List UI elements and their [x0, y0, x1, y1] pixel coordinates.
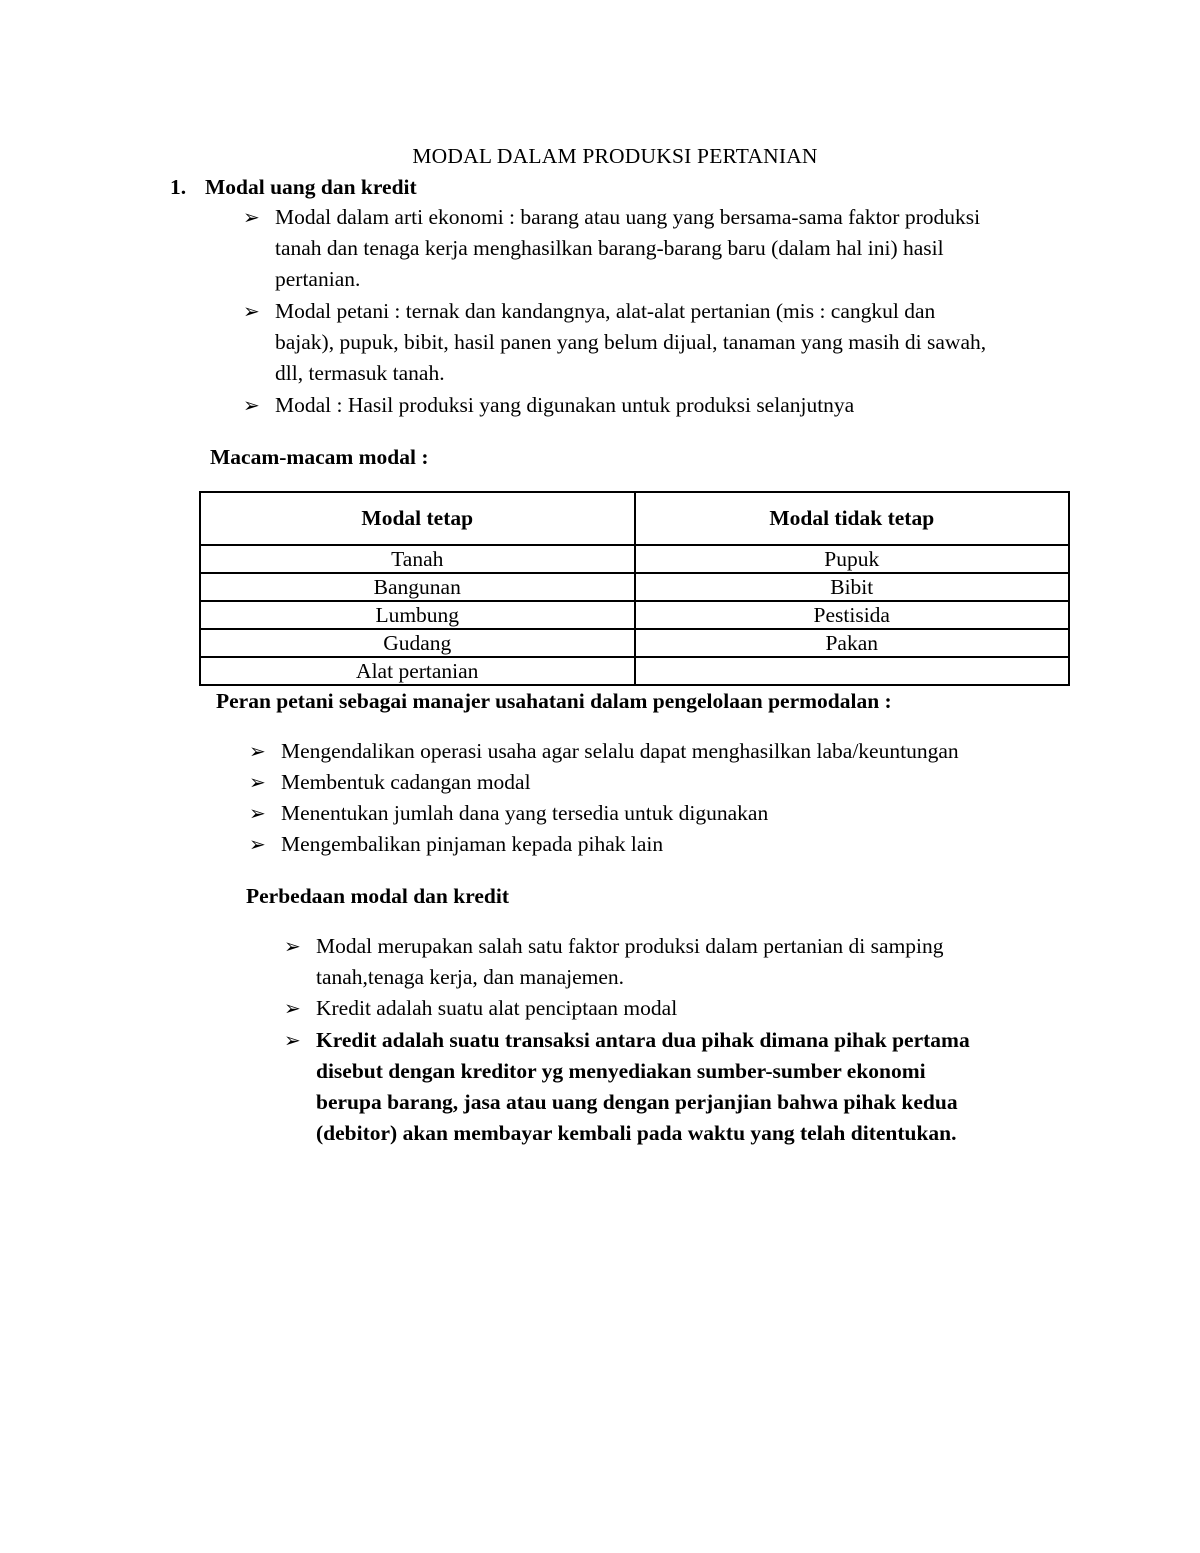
list-item: [249, 736, 959, 767]
column-header: Modal tidak tetap: [635, 492, 1070, 545]
table-cell: Gudang: [200, 629, 635, 657]
arrow-bullet-icon: ➢: [249, 739, 266, 763]
arrow-bullet-icon: ➢: [249, 770, 266, 794]
macam-heading: Macam-macam modal :: [210, 445, 429, 469]
list-item-line: Menentukan jumlah dana yang tersedia untuk digunakan: [281, 801, 769, 825]
list-item-line: tanah,tenaga kerja, dan manajemen.: [316, 965, 625, 989]
list-item: [249, 767, 531, 798]
document-title: MODAL DALAM PRODUKSI PERTANIAN: [412, 144, 818, 168]
list-item-line: Modal dalam arti ekonomi : barang atau uang yang bersama-sama faktor produksi: [275, 205, 981, 229]
list-item-line: dll, termasuk tanah.: [275, 361, 445, 385]
table-row: [200, 657, 1069, 685]
arrow-bullet-icon: ➢: [249, 832, 266, 856]
table-row: [200, 629, 1069, 657]
list-item: [284, 931, 944, 993]
list-item: [249, 798, 769, 829]
list-item: [284, 993, 678, 1024]
list-item-line: disebut dengan kreditor yg menyediakan sumber-sumber ekonomi: [316, 1059, 926, 1083]
table-cell: Tanah: [200, 545, 635, 573]
list-item-line: Mengendalikan operasi usaha agar selalu dapat menghasilkan laba/keuntungan: [281, 739, 959, 763]
table-cell: Lumbung: [200, 601, 635, 629]
list-item: [243, 202, 981, 295]
arrow-bullet-icon: ➢: [243, 299, 260, 323]
modal-table: [199, 491, 1070, 686]
arrow-bullet-icon: ➢: [249, 801, 266, 825]
list-item-line: bajak), pupuk, bibit, hasil panen yang belum dijual, tanaman yang masih di sawah,: [275, 330, 987, 354]
arrow-bullet-icon: ➢: [284, 1028, 301, 1052]
list-item: [249, 829, 664, 860]
list-item-line: Kredit adalah suatu alat penciptaan modal: [316, 996, 678, 1020]
table-cell: Bangunan: [200, 573, 635, 601]
table-cell: Pupuk: [635, 545, 1070, 573]
table-cell: Alat pertanian: [200, 657, 635, 685]
table-cell: [635, 657, 1070, 685]
peran-heading: Peran petani sebagai manajer usahatani dalam pengelolaan permodalan :: [216, 689, 892, 713]
arrow-bullet-icon: ➢: [243, 393, 260, 417]
list-item-line: Modal petani : ternak dan kandangnya, alat-alat pertanian (mis : cangkul dan: [275, 299, 936, 323]
list-item-line: Modal merupakan salah satu faktor produksi dalam pertanian di samping: [316, 934, 944, 958]
table-cell: Pakan: [635, 629, 1070, 657]
list-item-line: pertanian.: [275, 267, 361, 291]
table-row: [200, 573, 1069, 601]
list-item-line: berupa barang, jasa atau uang dengan perjanjian bahwa pihak kedua: [316, 1090, 958, 1114]
list-item-line: Mengembalikan pinjaman kepada pihak lain: [281, 832, 664, 856]
table-row: [200, 601, 1069, 629]
table-row: [200, 545, 1069, 573]
list-item-line: Modal : Hasil produksi yang digunakan untuk produksi selanjutnya: [275, 393, 855, 417]
arrow-bullet-icon: ➢: [284, 934, 301, 958]
table-cell: Bibit: [635, 573, 1070, 601]
list-item-line: Kredit adalah suatu transaksi antara dua pihak dimana pihak pertama: [316, 1028, 970, 1052]
list-item-line: tanah dan tenaga kerja menghasilkan barang-barang baru (dalam hal ini) hasil: [275, 236, 944, 260]
section-1-heading: [170, 175, 417, 200]
table-header-row: [200, 492, 1069, 545]
arrow-bullet-icon: ➢: [284, 996, 301, 1020]
list-item: [243, 390, 855, 421]
list-item: [284, 1025, 970, 1149]
column-header: Modal tetap: [200, 492, 635, 545]
section-1-number: 1.: [170, 175, 187, 199]
list-item-line: (debitor) akan membayar kembali pada waktu yang telah ditentukan.: [316, 1121, 957, 1145]
list-item-line: Membentuk cadangan modal: [281, 770, 531, 794]
list-item: [243, 296, 987, 389]
table-cell: Pestisida: [635, 601, 1070, 629]
arrow-bullet-icon: ➢: [243, 205, 260, 229]
section-1-heading-text: Modal uang dan kredit: [205, 175, 417, 199]
perbedaan-heading: Perbedaan modal dan kredit: [246, 884, 510, 908]
